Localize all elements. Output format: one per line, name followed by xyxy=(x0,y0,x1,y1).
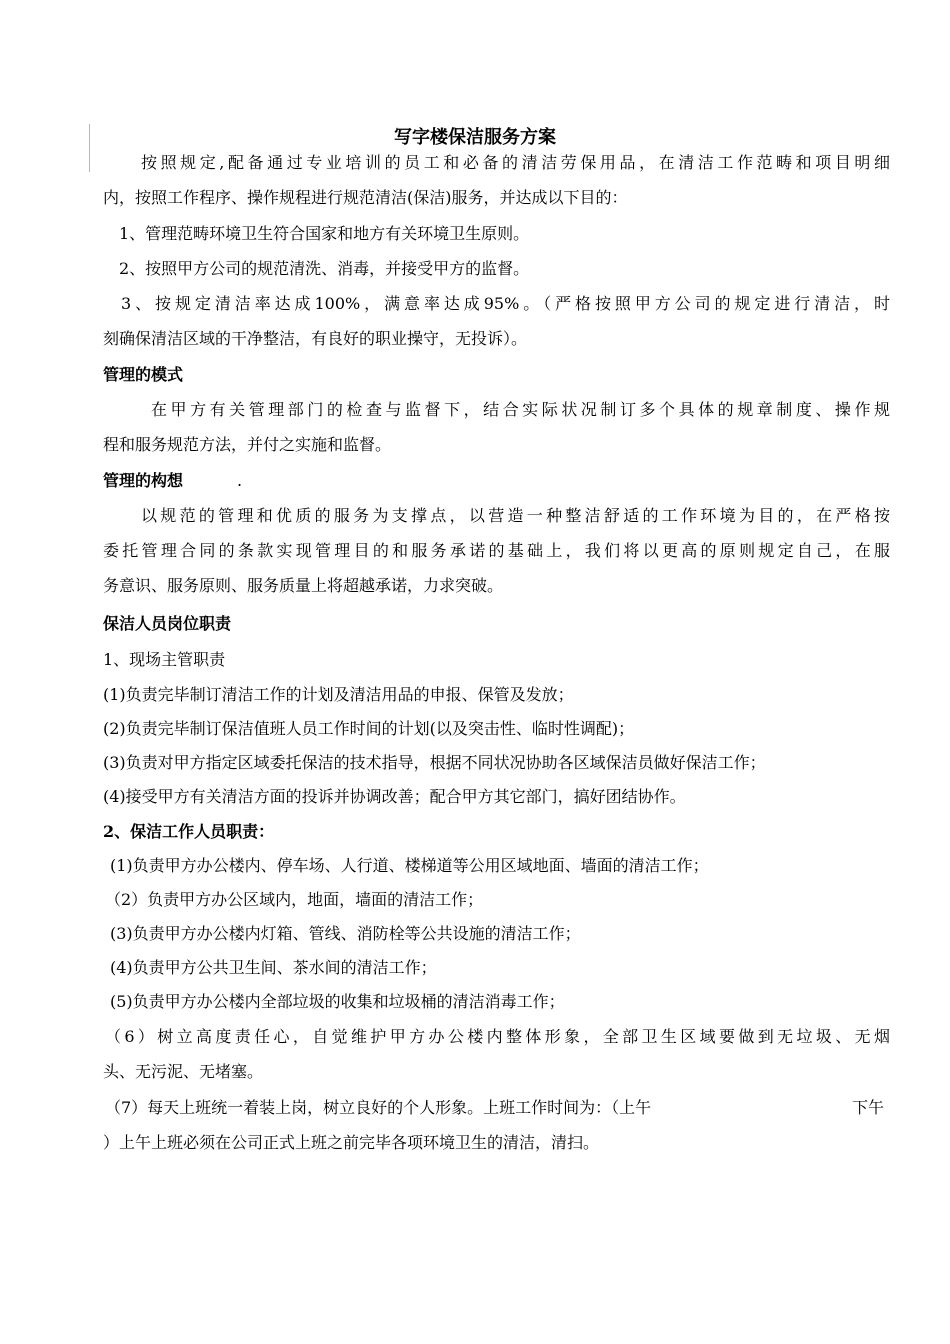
intro-line-2: 内，按照工作程序、操作规程进行规范清洁(保洁)服务，并达成以下目的： xyxy=(103,188,628,207)
mode-line-1: 在甲方有关管理部门的检查与监督下，结合实际状况制订多个具体的规章制度、操作规 xyxy=(151,400,890,419)
list-item: (4)接受甲方有关清洁方面的投诉并协调改善；配合甲方其它部门，搞好团结协作。 xyxy=(103,787,686,806)
goal-item-3-line-2: 刻确保清洁区域的干净整洁，有良好的职业操守，无投诉）。 xyxy=(103,329,528,348)
list-item: (3)负责对甲方指定区域委托保洁的技术指导，根据不同状况协助各区域保洁员做好保洁工作； xyxy=(103,753,766,772)
intro-line-1: 按照规定,配备通过专业培训的员工和必备的清洁劳保用品，在清洁工作范畴和项目明细 xyxy=(141,153,890,172)
concept-line-1: 以规范的管理和优质的服务为支撑点，以营造一种整洁舒适的工作环境为目的，在严格按 xyxy=(141,506,890,525)
document-title: 写字楼保洁服务方案 xyxy=(394,127,556,148)
staff-item-6-line-1: （6）树立高度责任心，自觉维护甲方办公楼内整体形象，全部卫生区域要做到无垃圾、无烟 xyxy=(105,1027,890,1046)
list-item: （2）负责甲方办公区域内，地面，墙面的清洁工作； xyxy=(105,890,484,909)
goal-item-1: 1、管理范畴环境卫生符合国家和地方有关环境卫生原则。 xyxy=(119,224,530,243)
staff-item-7-line-2: ）上午上班必须在公司正式上班之前完毕各项环境卫生的清洁，清扫。 xyxy=(103,1133,600,1152)
staff-item-7-line-1: （7）每天上班统一着装上岗，树立良好的个人形象。上班工作时间为：（上午 xyxy=(105,1098,652,1117)
list-item: (4)负责甲方公共卫生间、茶水间的清洁工作； xyxy=(110,958,437,977)
staff-item-7-afternoon: 下午 xyxy=(852,1098,885,1117)
concept-line-3: 务意识、服务原则、服务质量上将超越承诺，力求突破。 xyxy=(103,576,504,595)
list-item: (1)负责完毕制订清洁工作的计划及清洁用品的申报、保管及发放； xyxy=(103,685,574,704)
subheading-staff: 2、保洁工作人员职责： xyxy=(103,822,275,841)
subheading-supervisor: 1、现场主管职责 xyxy=(103,650,226,669)
list-item: (3)负责甲方办公楼内灯箱、管线、消防栓等公共设施的清洁工作； xyxy=(110,924,581,943)
goal-item-3-line-1: 3、按规定清洁率达成100%，满意率达成95%。（严格按照甲方公司的规定进行清洁，时 xyxy=(121,294,890,313)
section-heading-concept: 管理的构想 xyxy=(103,471,184,490)
list-item: (5)负责甲方办公楼内全部垃圾的收集和垃圾桶的清洁消毒工作； xyxy=(110,992,565,1011)
mode-line-2: 程和服务规范方法，并付之实施和监督。 xyxy=(103,435,392,454)
list-item: (2)负责完毕制订保洁值班人员工作时间的计划(以及突击性、临时性调配)； xyxy=(103,719,635,738)
goal-item-2: 2、按照甲方公司的规范清洗、消毒，并接受甲方的监督。 xyxy=(119,259,530,278)
section-heading-mode: 管理的模式 xyxy=(103,365,184,384)
concept-heading-dot: . xyxy=(237,471,243,490)
list-item: (1)负责甲方办公楼内、停车场、人行道、楼梯道等公用区域地面、墙面的清洁工作； xyxy=(110,856,709,875)
staff-item-6-line-2: 头、无污泥、无堵塞。 xyxy=(103,1062,264,1081)
section-heading-duties: 保洁人员岗位职责 xyxy=(103,614,232,633)
concept-line-2: 委托管理合同的条款实现管理目的和服务承诺的基础上，我们将以更高的原则规定自己，在服 xyxy=(103,541,890,560)
